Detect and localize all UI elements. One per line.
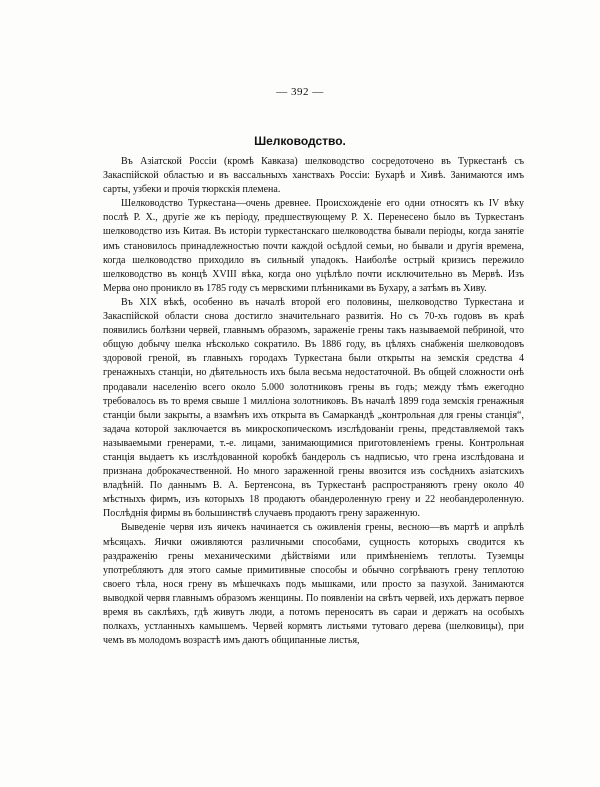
paragraph: Шелководство Туркестана—очень древнее. Происхожденіе его одни относятъ къ IV вѣку послѣ Р. Х., другіе же къ періоду, предшествующему Р. Х. Перенесено было въ Туркестанъ шелководство изъ Китая. Въ исторіи туркестанскаго шелководства бывали періоды, когда занятіе имъ становилось принадлежностью почти каждой осѣдлой семьи, но бывали и другія времена, когда шелководство приходило въ сильный упадокъ. Наиболѣе острый кризисъ пережило шелководство въ концѣ XVIII вѣка, когда оно уцѣлѣло почти исключительно въ Мервѣ. Изъ Мерва оно проникло въ 1785 году съ мервскими плѣнниками въ Бухару, а затѣмъ въ Хиву. [103, 198, 524, 294]
paragraph: Въ XIX вѣкѣ, особенно въ началѣ второй его половины, шелководство Туркестана и Закаспійской области снова достигло значительнаго развитія. Но съ 70-хъ годовъ въ краѣ появились болѣзни червей, главнымъ образомъ, зараженіе грены такъ называемой пебриной, что общую добычу шелка нѣсколько сократило. Въ 1886 году, въ цѣляхъ снабженія шелководовъ здоровой греной, въ главныхъ городахъ Туркестана были открыты на земскія средства 4 гренажныхъ станціи, но дѣятельность ихъ была весьма недостаточной. Въ общей сложности онѣ продавали населенію всего около 5.000 золотниковъ грены въ годъ; между тѣмъ ежегодно требовалось въ то время свыше 1 милліона золотниковъ. Въ началѣ 1899 года земскія гренажныя станціи были закрыты, а взамѣнъ ихъ открыта въ Самаркандѣ „контрольная для грены станція“, задача которой заключается въ микроскопическомъ изслѣдованіи грены, представляемой такъ называемыми гренерами, т.-е. лицами, занимающимися приготовленіемъ грены. Контрольная станція выдаетъ къ изслѣдованной коробкѣ бандероль съ надписью, что грена изслѣдована и признана доброкачественной. Но много зараженной грены ввозится изъ сосѣднихъ азіатскихъ владѣній. По даннымъ В. А. Бертенсона, въ Туркестанѣ распространяютъ грену около 40 мѣстныхъ фирмъ, изъ которыхъ 18 продаютъ обандероленную грену и 22 необандероленную. Послѣднія фирмы въ большинствѣ случаевъ продаютъ грену зараженную. [103, 296, 524, 520]
paragraph: Выведеніе червя изъ яичекъ начинается съ оживленія грены, весною—въ мартѣ и апрѣлѣ мѣсяцахъ. Яички оживляются различными способами, сущность которыхъ сводится къ раздраженію грены механическими дѣйствіями или примѣненіемъ теплоты. Туземцы употребляютъ для этого самые примитивные способы и обычно согрѣваютъ грену теплотою своего тѣла, нося грену въ мѣшечкахъ подъ мышками, или просто за пазухой. Занимаются выводкой червя главнымъ образомъ женщины. По появленіи на свѣтъ червей, ихъ держатъ первое время въ саклѣяхъ, гдѣ живутъ люди, а потомъ переносятъ въ сараи и держатъ на особыхъ полкахъ, устланныхъ камышемъ. Червей кормятъ листьями тутоваго дерева (шелковицы), при чемъ въ молодомъ возрастѣ имъ даютъ общипанные листья, [103, 522, 524, 647]
body-text [103, 155, 524, 648]
page-title: Шелководство. [254, 134, 346, 148]
paragraph: Въ Азіатской Россіи (кромѣ Кавказа) шелководство сосредоточено въ Туркестанѣ съ Закаспійской областью и въ вассальныхъ ханствахъ Россіи: Бухарѣ и Хивѣ. Занимаются имъ сарты, узбеки и прочія тюркскія племена. [103, 156, 524, 196]
page-number: — 392 — [276, 86, 324, 98]
